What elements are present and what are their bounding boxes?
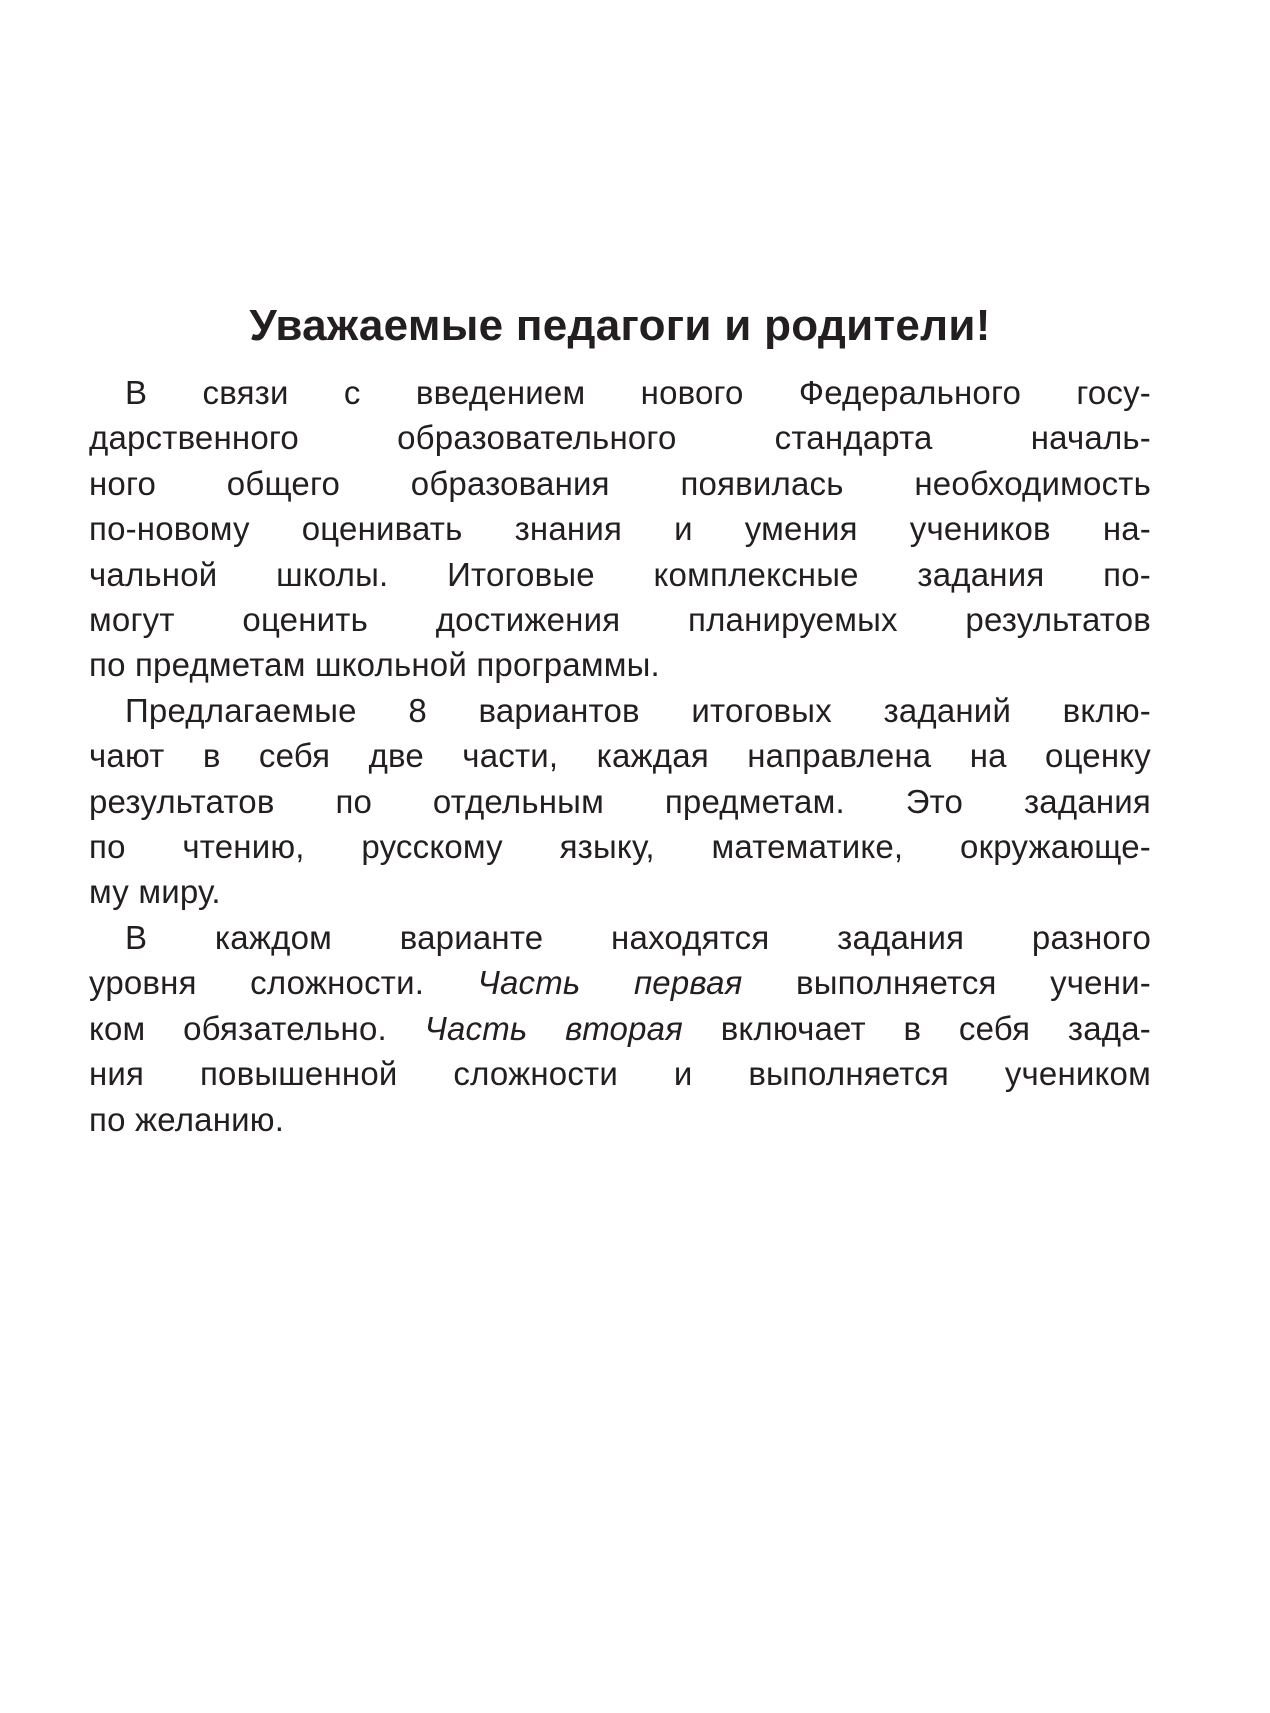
text-line: [89, 597, 1151, 642]
text-run: выполняется учени-: [742, 964, 1151, 1002]
paragraph-2: [89, 688, 1151, 915]
text-line: [89, 779, 1151, 824]
text-run: Предлагаемые 8 вариантов итоговых заданий вклю-: [125, 691, 1151, 729]
text-line: [89, 370, 1151, 415]
text-line: [89, 688, 1151, 733]
text-run: ного общего образования появилась необходимость: [89, 464, 1151, 502]
italic-emphasis-part-two: Часть вторая: [424, 1009, 684, 1047]
text-line: [89, 506, 1151, 551]
text-line: [89, 960, 1151, 1005]
text-run: могут оценить достижения планируемых результатов: [89, 601, 1151, 639]
text-line: [89, 461, 1151, 506]
text-run: му миру.: [89, 873, 221, 911]
text-run: по предметам школьной программы.: [89, 646, 660, 684]
text-line: [89, 824, 1151, 869]
text-run: чальной школы. Итоговые комплексные задания по-: [89, 555, 1151, 593]
text-run: по желанию.: [89, 1100, 285, 1138]
text-run: В каждом варианте находятся задания разного: [125, 918, 1151, 956]
page-title: Уважаемые педагоги и родители!: [249, 301, 991, 350]
paragraph-1: [89, 370, 1151, 688]
text-line: [89, 642, 1151, 687]
text-line: [89, 733, 1151, 778]
text-line: [89, 552, 1151, 597]
document-body: [89, 370, 1151, 1142]
text-line: [89, 869, 1151, 914]
text-line: [89, 1006, 1151, 1051]
text-run: результатов по отдельным предметам. Это задания: [89, 782, 1151, 820]
paragraph-3: [89, 915, 1151, 1142]
italic-emphasis-part-one: Часть первая: [477, 964, 743, 1002]
text-run: чают в себя две части, каждая направлена на оценку: [89, 737, 1151, 775]
text-run: ком обязательно.: [89, 1009, 425, 1047]
text-run: ния повышенной сложности и выполняется учеником: [89, 1055, 1151, 1093]
text-run: по чтению, русскому языку, математике, окружающе-: [89, 828, 1151, 866]
text-run: по-новому оценивать знания и умения учеников на-: [89, 510, 1151, 548]
text-run: включает в себя зада-: [683, 1009, 1151, 1047]
text-run: уровня сложности.: [89, 964, 478, 1002]
document-page: [89, 296, 1151, 1142]
text-line: [89, 1097, 1151, 1142]
text-line: [89, 1051, 1151, 1096]
text-line: [89, 915, 1151, 960]
text-run: дарственного образовательного стандарта началь-: [89, 419, 1151, 457]
text-run: В связи с введением нового Федерального госу-: [125, 374, 1151, 411]
text-line: [89, 415, 1151, 460]
